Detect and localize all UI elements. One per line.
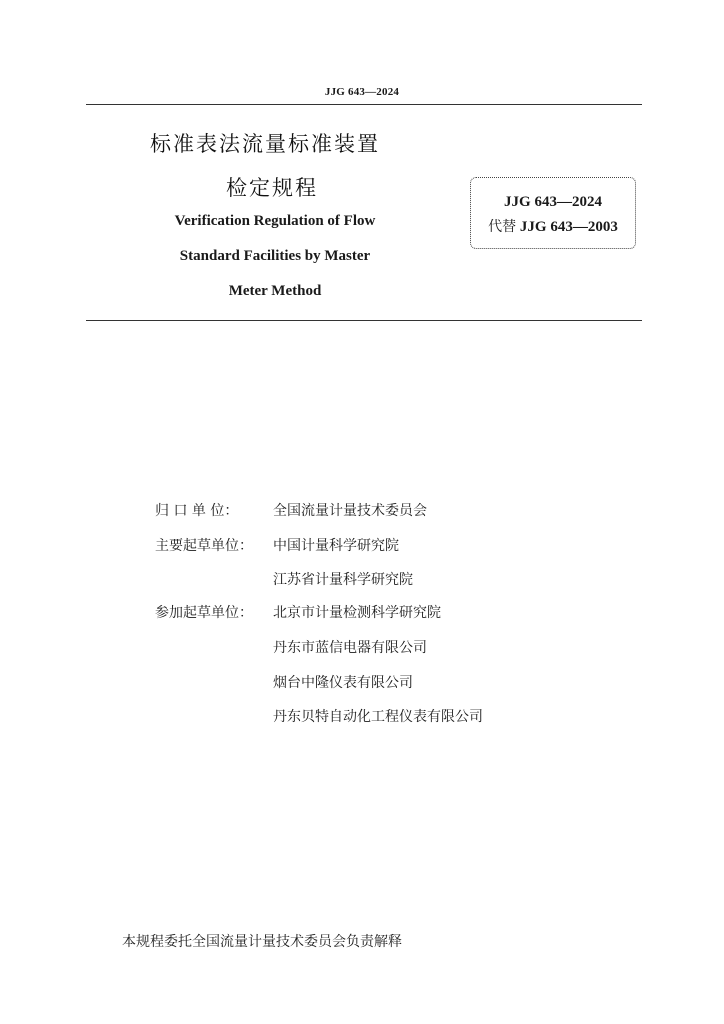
code-box-code: JJG 643—2024 — [504, 194, 602, 210]
interpretation-note: 本规程委托全国流量计量技术委员会负责解释 — [122, 934, 402, 950]
participating-unit-1: 北京市计量检测科学研究院 — [273, 605, 441, 621]
replaces-prefix: 代替 — [488, 219, 517, 235]
main-drafting-label: 主要起草单位： — [155, 538, 253, 554]
participating-unit-2: 丹东市蓝信电器有限公司 — [273, 640, 427, 656]
code-box-replaces — [471, 216, 635, 236]
title-divider — [86, 320, 642, 321]
main-drafting-unit-1: 中国计量科学研究院 — [273, 538, 399, 554]
participating-drafting-label: 参加起草单位： — [155, 605, 253, 621]
title-english-line-2: Standard Facilities by Master — [179, 248, 371, 264]
responsible-unit: 全国流量计量技术委员会 — [273, 503, 427, 519]
standard-code-box — [470, 177, 636, 249]
title-english-line-1: Verification Regulation of Flow — [174, 213, 376, 229]
title-chinese-line-1: 标准表法流量标准装置 — [150, 132, 380, 156]
replaced-code: JJG 643—2003 — [516, 219, 618, 235]
header-standard-code: JJG 643—2024 — [324, 86, 400, 98]
responsible-unit-label: 归 口 单 位： — [155, 503, 239, 519]
header-divider — [86, 104, 642, 105]
participating-unit-3: 烟台中隆仪表有限公司 — [273, 675, 413, 691]
title-english-line-3: Meter Method — [228, 283, 322, 299]
participating-unit-4: 丹东贝特自动化工程仪表有限公司 — [273, 709, 483, 725]
main-drafting-unit-2: 江苏省计量科学研究院 — [273, 572, 413, 588]
title-chinese-line-2: 检定规程 — [226, 176, 318, 200]
